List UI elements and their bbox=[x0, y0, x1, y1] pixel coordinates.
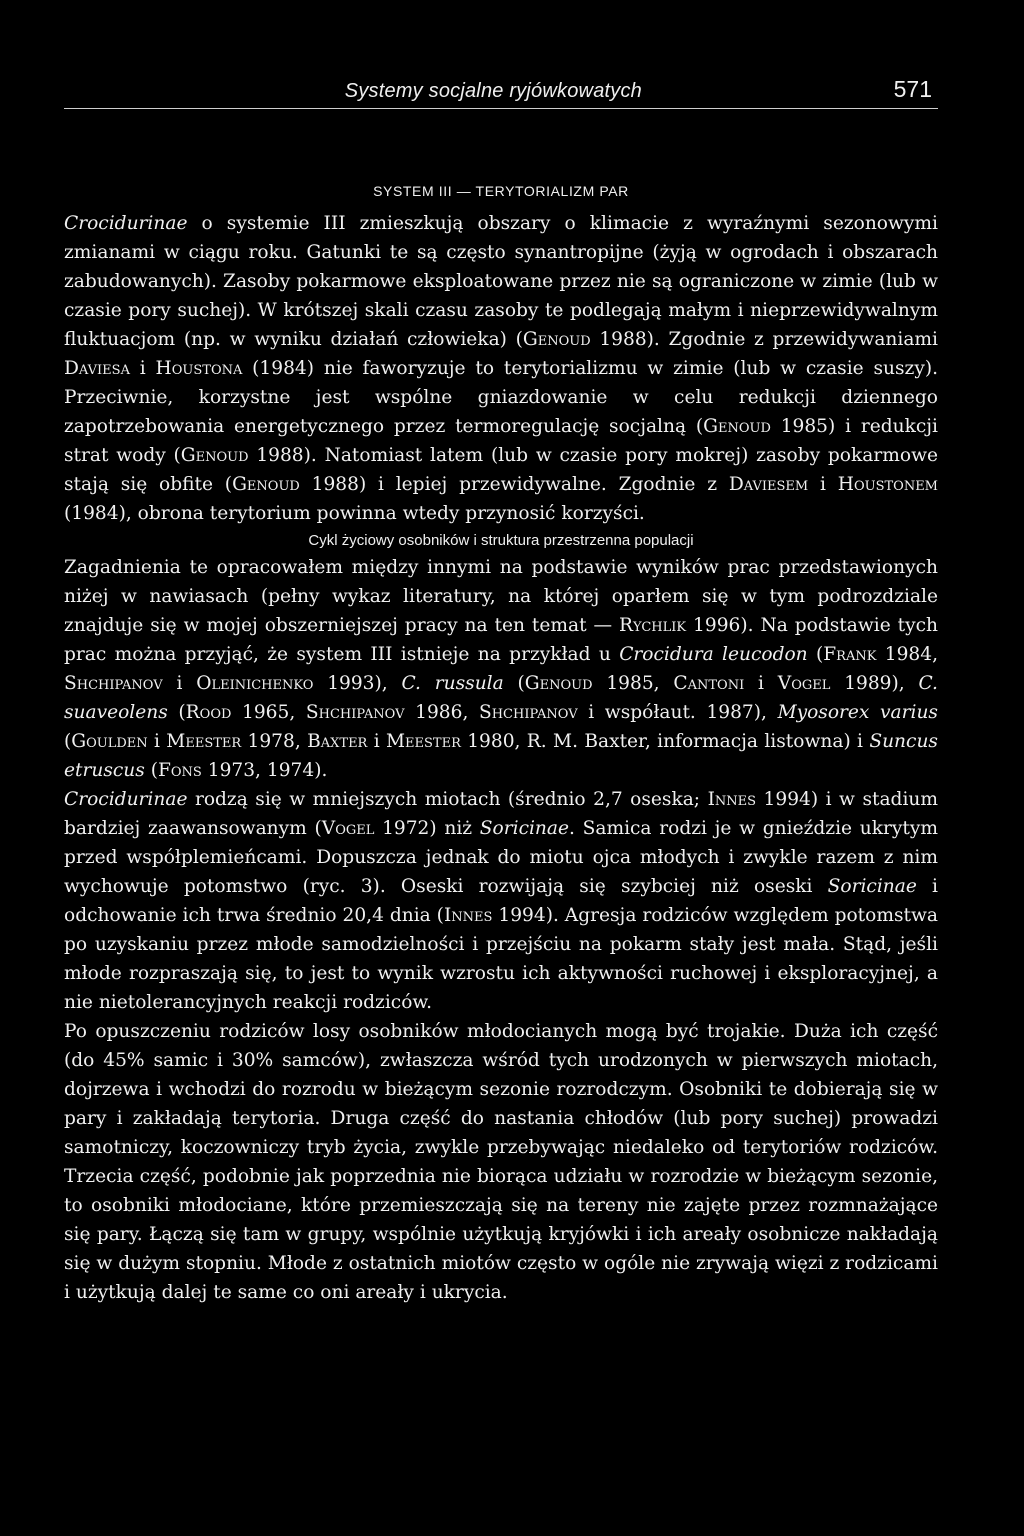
author-citation: Rood bbox=[185, 702, 232, 723]
text-run: (1984), obrona terytorium powinna wtedy przynosić korzyści. bbox=[64, 503, 645, 524]
text-run: ( bbox=[64, 731, 72, 752]
taxon-name: C. suaveolens bbox=[64, 673, 938, 723]
taxon-name: Soricinae bbox=[479, 818, 569, 839]
author-citation: Houstonem bbox=[837, 474, 938, 495]
text-run: Po opuszczeniu rodziców losy osobników młodocianych mogą być trojakie. Duża ich część (do 45% samic i 30% samców), zwłaszcza wśród tych urodzonych w pierwszych miotach, dojrzewa i wchodzi do rozrodu w bieżącym sezonie rozrodczym. Osobniki te dobierają się w pary i zakładają terytoria. Druga część do nastania chłodów (lub pory suchej) prowadzi samotniczy, koczowniczy tryb życia, zwykle przebywając niedaleko od terytoriów rodziców. Trzecia część, podobnie jak poprzednia nie biorąca udziału w rozrodzie w bieżącym sezonie, to osobniki młodociane, które przemieszczają się na tereny nie zajęte przez rozmnażające się pary. Łączą się tam w grupy, wspólnie użytkują kryjówki i ich areały osobnicze nakładają się w dużym stopniu. Młode z ostatnich miotów często w ogóle nie zrywają więzi z rodzicami i użytkują dalej te same co oni areały i ukrycia. bbox=[64, 1021, 938, 1303]
text-run: i bbox=[162, 673, 197, 694]
text-run: 1988). Natomiast latem (lub w czasie pory mokrej) zasoby pokarmowe stają się obfite ( bbox=[64, 445, 938, 495]
taxon-name: Crocidurinae bbox=[64, 789, 188, 810]
page-number: 571 bbox=[893, 76, 932, 102]
text-run: (1984) nie faworyzuje to terytorializmu w zimie (lub w czasie suszy). Przeciwnie, korzystne jest wspólne gniazdowanie w celu redukcji dziennego zapotrzebowania energetycznego przez termoregulację socjalną ( bbox=[64, 358, 938, 437]
taxon-name: Myosorex varius bbox=[777, 702, 938, 723]
author-citation: Genoud bbox=[180, 445, 249, 466]
text-run: 1985, bbox=[592, 673, 674, 694]
text-run: 1989), bbox=[830, 673, 919, 694]
author-citation: Cantoni bbox=[673, 673, 745, 694]
text-run: 1986, bbox=[404, 702, 479, 723]
text-run: 1972) niż bbox=[374, 818, 480, 839]
subsection-heading: Cykl życiowy osobników i struktura przestrzenna populacji bbox=[308, 532, 694, 549]
text-run: 1980, R. M. Baxter, informacja listowna) i bbox=[460, 731, 870, 752]
text-run: 1978, bbox=[241, 731, 308, 752]
author-citation: Frank bbox=[823, 644, 877, 665]
author-citation: Genoud bbox=[232, 474, 300, 495]
author-citation: Genoud bbox=[703, 416, 771, 437]
taxon-name: Suncus etruscus bbox=[64, 731, 938, 781]
taxon-name: Crocidura leucodon bbox=[619, 644, 808, 665]
text-run: ( bbox=[807, 644, 824, 665]
author-citation: Shchipanov bbox=[478, 702, 578, 723]
paragraph-4 bbox=[64, 1017, 938, 1307]
text-run: 1996). Na podstawie tych prac można przyjąć, że system III istnieje na przykład u bbox=[64, 615, 938, 665]
text-run: 1988). Zgodnie z przewidywaniami bbox=[590, 329, 938, 350]
taxon-name: C. russula bbox=[401, 673, 504, 694]
text-run: . Samica rodzi je w gnieździe ukrytym przed współplemieńcami. Dopuszcza jednak do miotu ojca młodych i zwykle razem z nim wychowuje potomstwo (ryc. 3). Oseski rozwijają się szybciej niż oseski bbox=[64, 818, 939, 897]
text-run: 1985) i redukcji strat wody ( bbox=[64, 416, 938, 466]
document-page bbox=[64, 70, 938, 1307]
author-citation: Vogel bbox=[777, 673, 831, 694]
author-citation: Goulden bbox=[71, 731, 148, 752]
text-run: i bbox=[744, 673, 778, 694]
text-run: 1993), bbox=[313, 673, 402, 694]
author-citation: Genoud bbox=[524, 673, 593, 694]
text-run: 1965, bbox=[231, 702, 306, 723]
section-heading: SYSTEM III — TERYTORIALIZM PAR bbox=[373, 183, 629, 199]
text-run: 1984, bbox=[876, 644, 938, 665]
author-citation: Shchipanov bbox=[64, 673, 163, 694]
running-header bbox=[64, 70, 938, 109]
author-citation: Houstona bbox=[155, 358, 243, 379]
text-run: 1973, 1974). bbox=[201, 760, 328, 781]
text-run: ( bbox=[503, 673, 525, 694]
text-run: i odchowanie ich trwa średnio 20,4 dnia ( bbox=[64, 876, 938, 926]
author-citation: Innes bbox=[707, 789, 757, 810]
text-run: i bbox=[367, 731, 386, 752]
running-title: Systemy socjalne ryjówkowatych bbox=[344, 80, 642, 102]
paragraph-3 bbox=[64, 785, 938, 1017]
author-citation: Daviesa bbox=[64, 358, 130, 379]
author-citation: Shchipanov bbox=[305, 702, 405, 723]
author-citation: Vogel bbox=[321, 818, 375, 839]
text-run: ( bbox=[167, 702, 186, 723]
paragraph-2 bbox=[64, 553, 938, 785]
author-citation: Baxter bbox=[307, 731, 368, 752]
text-run: i bbox=[147, 731, 167, 752]
author-citation: Meester bbox=[166, 731, 242, 752]
text-run: i bbox=[129, 358, 156, 379]
text-run: o systemie III zmieszkują obszary o klimacie z wyraźnymi sezonowymi zmianami w ciągu roku. Gatunki te są często synantropijne (żyją w ogrodach i obszarach zabudowanych). Zasoby pokarmowe eksploatowane przez nie są ograniczone w zimie (lub w czasie pory suchej). W krótszej skali czasu zasoby te podlegają małym i nieprzewidywalnym fluktuacjom (np. w wyniku działań człowieka) ( bbox=[64, 213, 938, 350]
taxon-name: Crocidurinae bbox=[64, 213, 188, 234]
text-run: 1994). Agresja rodziców względem potomstwa po uzyskaniu przez młode samodzielności i przejściu na pokarm stały jest mała. Stąd, jeśli młode rozpraszają się, to jest to wynik wzrostu ich aktywności ruchowej i eksploracyjnej, a nie nietolerancyjnych reakcji rodziców. bbox=[64, 905, 938, 1013]
author-citation: Fons bbox=[157, 760, 202, 781]
taxon-name: Soricinae bbox=[827, 876, 917, 897]
text-run: i bbox=[808, 474, 838, 495]
author-citation: Rychlik bbox=[619, 615, 687, 636]
text-run: Zagadnienia te opracowałem między innymi na podstawie wyników prac przedstawionych niżej w nawiasach (pełny wykaz literatury, na której oparłem się w tym podrozdziale znajduje się w mojej obszerniejszej pracy na ten temat — bbox=[64, 557, 938, 636]
text-run: rodzą się w mniejszych miotach (średnio 2,7 oseska; bbox=[187, 789, 708, 810]
paragraph-1 bbox=[64, 209, 938, 528]
text-run: ( bbox=[144, 760, 158, 781]
text-run: 1988) i lepiej przewidywalne. Zgodnie z bbox=[299, 474, 729, 495]
author-citation: Genoud bbox=[522, 329, 591, 350]
text-run: 1994) i w stadium bardziej zaawansowanym ( bbox=[64, 789, 938, 839]
author-citation: Oleinichenko bbox=[196, 673, 314, 694]
text-run: i współaut. 1987), bbox=[577, 702, 778, 723]
author-citation: Daviesem bbox=[728, 474, 809, 495]
author-citation: Meester bbox=[386, 731, 461, 752]
author-citation: Innes bbox=[443, 905, 493, 926]
